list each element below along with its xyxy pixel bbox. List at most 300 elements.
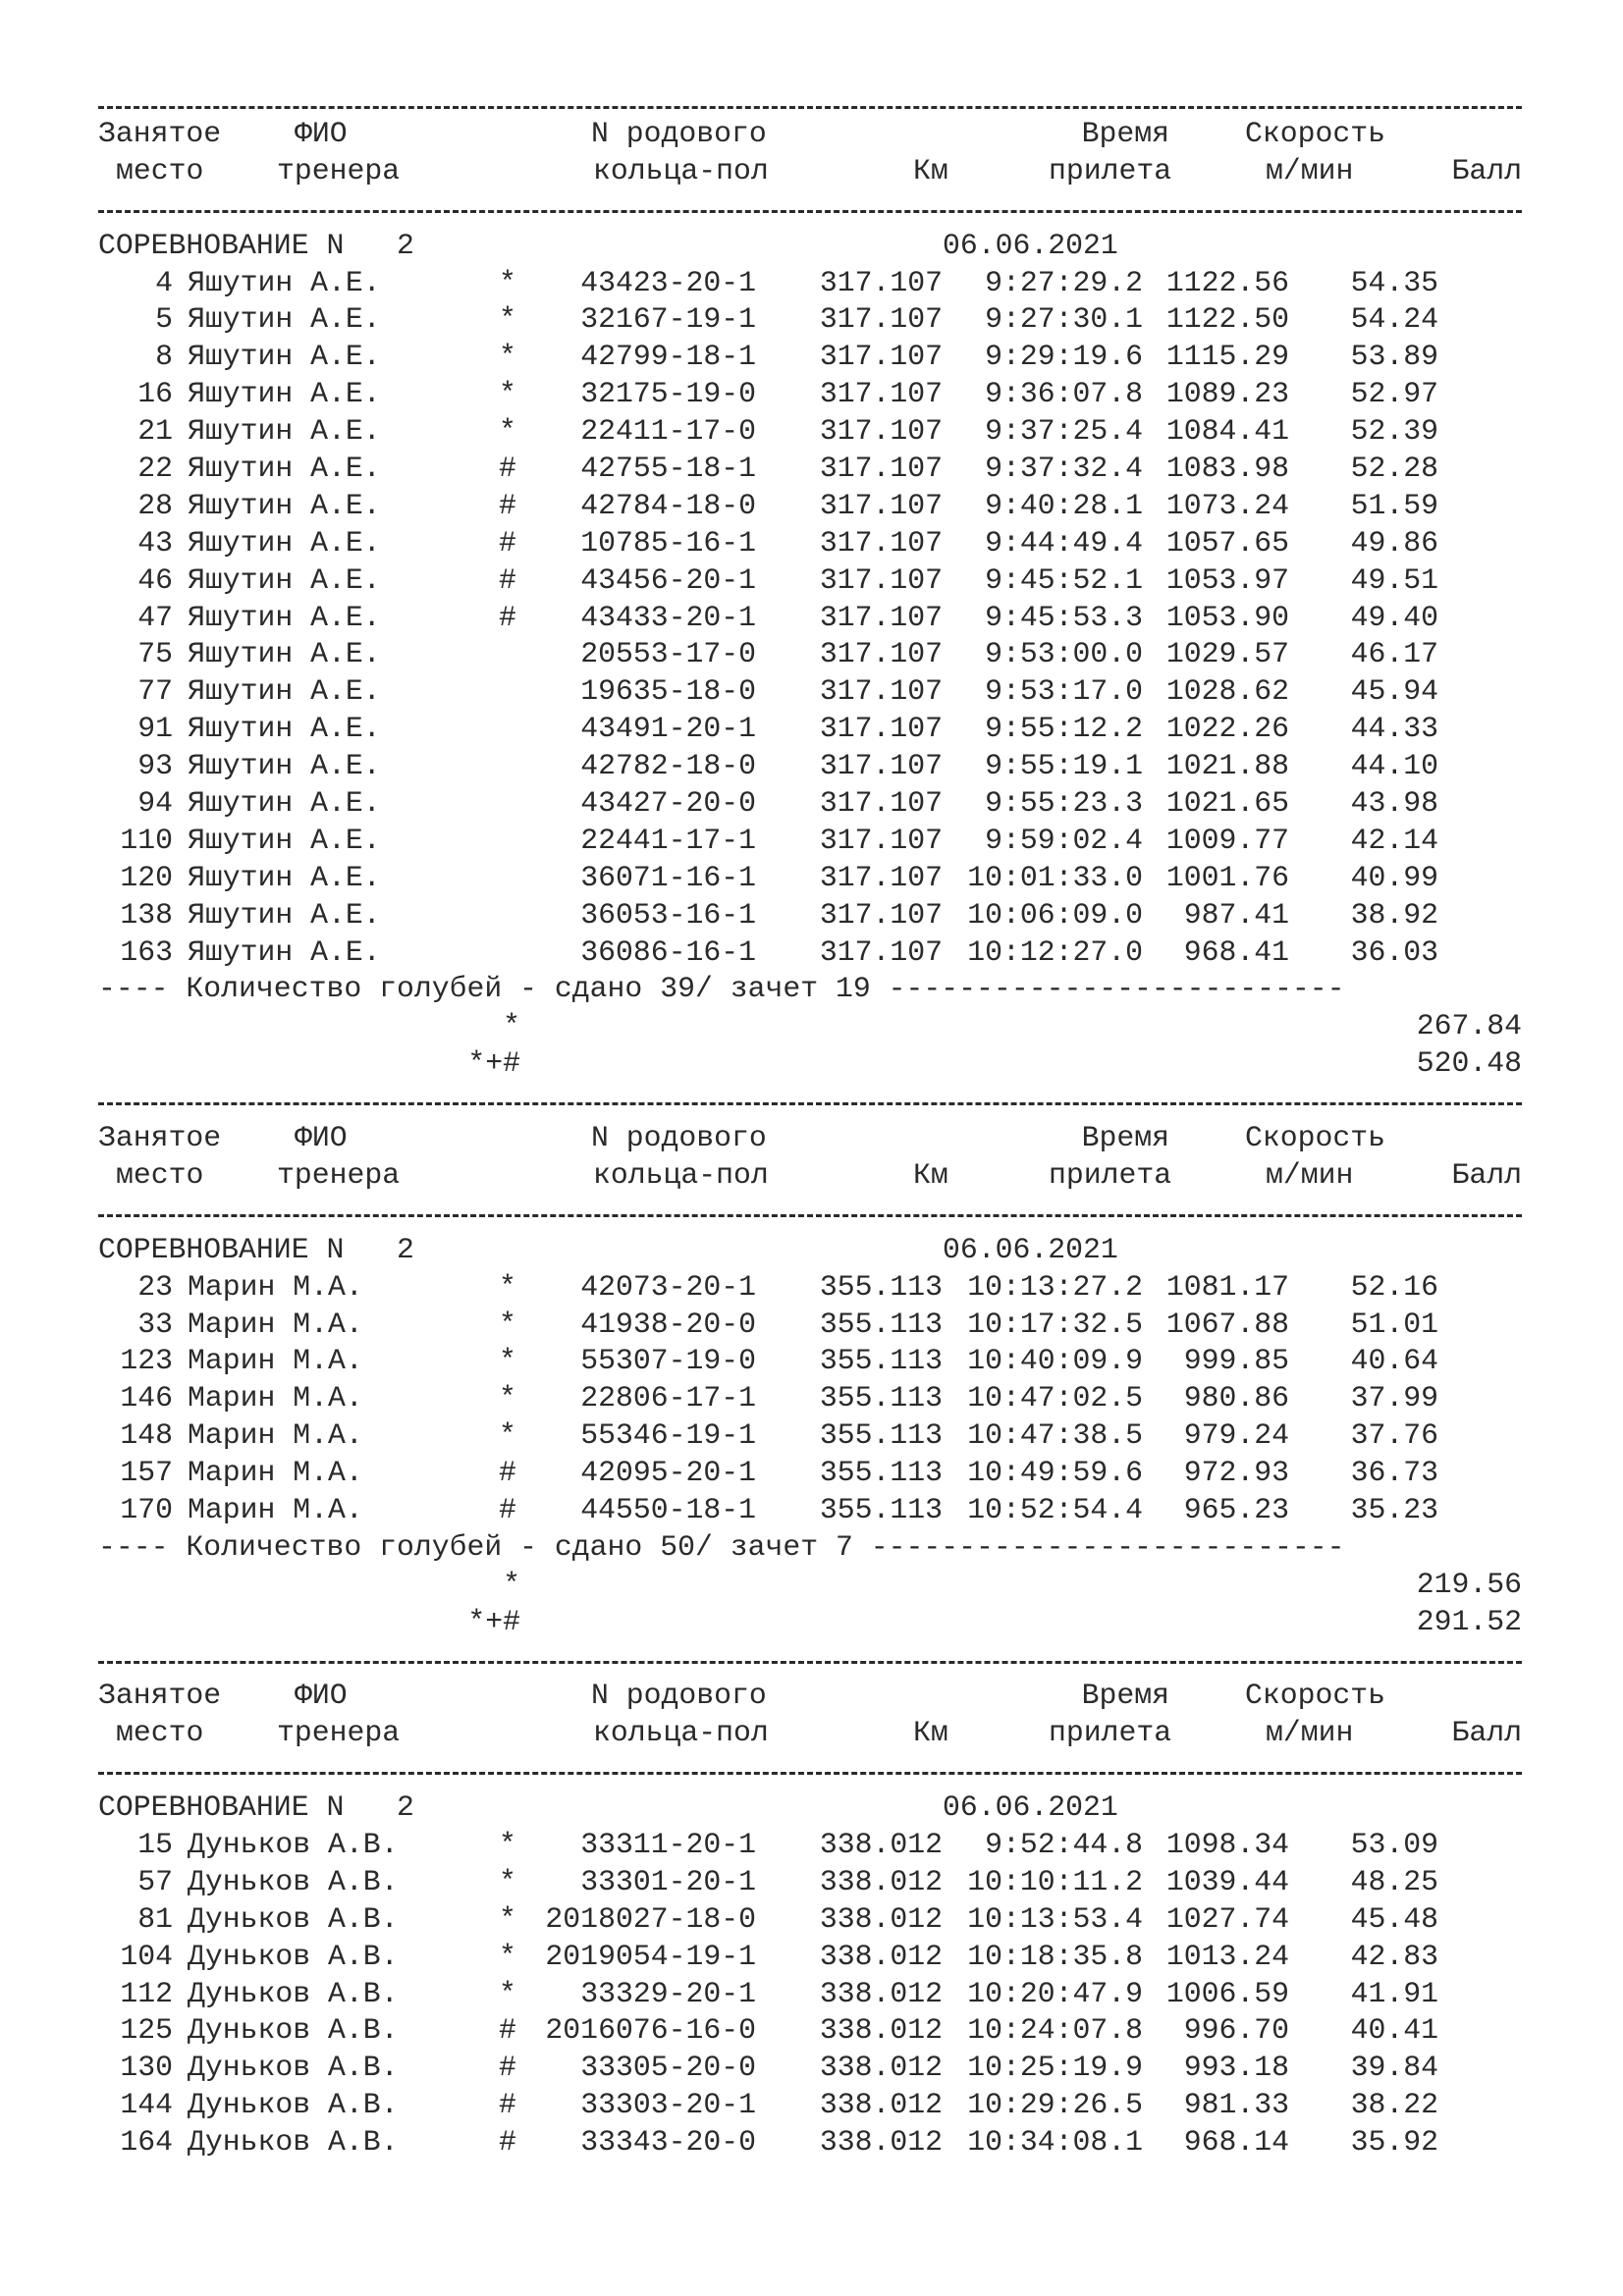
ring-number: 22411-17-0 xyxy=(580,414,756,449)
place: 93 xyxy=(137,749,173,783)
ring-number: 2019054-19-1 xyxy=(545,1939,756,1973)
distance-km: 355.113 xyxy=(819,1307,943,1341)
score: 43.98 xyxy=(1350,786,1438,821)
header-rule xyxy=(98,1195,1522,1232)
col-score-label: Балл xyxy=(1451,153,1522,187)
distance-km: 317.107 xyxy=(819,452,943,486)
ring-number: 36053-16-1 xyxy=(580,897,756,932)
ring-number: 19635-18-0 xyxy=(580,674,756,709)
score: 36.03 xyxy=(1350,934,1438,969)
place: 110 xyxy=(120,823,173,857)
place: 15 xyxy=(137,1827,173,1861)
result-row xyxy=(98,1901,1522,1939)
trainer-name: Яшутин А.Е. xyxy=(188,637,381,671)
col-name-label: ФИО xyxy=(295,117,348,150)
col-place-label: Занятое xyxy=(98,1679,222,1713)
speed: 1006.59 xyxy=(1165,1976,1289,2010)
col-ring-label-2: кольца-пол xyxy=(593,1157,769,1192)
arrival-time: 9:27:30.1 xyxy=(985,302,1143,337)
score: 45.94 xyxy=(1350,674,1438,709)
trainer-name: Марин М.А. xyxy=(188,1269,363,1304)
col-name-label: ФИО xyxy=(295,1121,348,1155)
mark: # xyxy=(499,562,516,597)
arrival-time: 10:13:53.4 xyxy=(967,1901,1143,1936)
result-row xyxy=(98,860,1522,897)
distance-km: 338.012 xyxy=(819,1827,943,1861)
score: 42.14 xyxy=(1350,823,1438,857)
col-place-label: Занятое xyxy=(98,117,222,150)
summary-row xyxy=(98,1567,1522,1604)
ring-number: 43456-20-1 xyxy=(580,562,756,597)
top-rule xyxy=(98,98,1522,116)
place: 43 xyxy=(137,525,173,560)
trainer-name: Яшутин А.Е. xyxy=(188,600,381,634)
distance-km: 317.107 xyxy=(819,823,943,857)
speed: 1021.65 xyxy=(1165,786,1289,821)
place: 123 xyxy=(120,1344,173,1378)
col-name-label-2: тренера xyxy=(277,1716,401,1750)
col-speed-label-2: м/мин xyxy=(1266,1157,1354,1192)
trainer-name: Яшутин А.Е. xyxy=(188,934,381,969)
trainer-name: Яшутин А.Е. xyxy=(188,786,381,821)
arrival-time: 10:20:47.9 xyxy=(967,1976,1143,2010)
mark: # xyxy=(499,2125,516,2160)
score: 35.92 xyxy=(1350,2125,1438,2160)
score: 35.23 xyxy=(1350,1492,1438,1526)
mark: * xyxy=(499,1864,516,1898)
score: 45.48 xyxy=(1350,1901,1438,1936)
place: 125 xyxy=(120,2013,173,2048)
mark: * xyxy=(499,1381,516,1415)
arrival-time: 10:13:27.2 xyxy=(967,1269,1143,1304)
pigeon-count: ---- Количество голубей - сдано 50/ зачет 7 --------------------------- xyxy=(98,1529,1345,1564)
col-time-label: Время xyxy=(1081,117,1169,150)
trainer-name: Яшутин А.Е. xyxy=(188,674,381,709)
place: 5 xyxy=(155,302,173,337)
score: 38.22 xyxy=(1350,2088,1438,2122)
arrival-time: 9:59:02.4 xyxy=(985,823,1143,857)
score: 37.99 xyxy=(1350,1381,1438,1415)
col-time-label-2: прилета xyxy=(1049,1716,1172,1750)
col-speed-label-2: м/мин xyxy=(1266,153,1354,187)
result-row xyxy=(98,897,1522,934)
place: 47 xyxy=(137,600,173,634)
speed: 972.93 xyxy=(1183,1456,1289,1490)
result-row xyxy=(98,1343,1522,1380)
result-row xyxy=(98,1455,1522,1492)
trainer-name: Яшутин А.Е. xyxy=(188,340,381,374)
result-row xyxy=(98,1492,1522,1529)
trainer-name: Яшутин А.Е. xyxy=(188,562,381,597)
result-row xyxy=(98,636,1522,673)
ring-number: 33301-20-1 xyxy=(580,1864,756,1898)
ring-number: 42782-18-0 xyxy=(580,749,756,783)
result-row xyxy=(98,451,1522,488)
trainer-name: Дуньков А.В. xyxy=(188,1827,399,1861)
ring-number: 33329-20-1 xyxy=(580,1976,756,2010)
place: 22 xyxy=(137,452,173,486)
competition-title: СОРЕВНОВАНИЕ N 2 xyxy=(98,1232,414,1266)
col-ring-label-2: кольца-пол xyxy=(593,153,769,187)
distance-km: 338.012 xyxy=(819,2125,943,2160)
distance-km: 355.113 xyxy=(819,1269,943,1304)
score: 52.28 xyxy=(1350,452,1438,486)
result-row xyxy=(98,1417,1522,1455)
ring-number: 22806-17-1 xyxy=(580,1381,756,1415)
summary-row xyxy=(98,1008,1522,1045)
competition-row xyxy=(98,1789,1522,1827)
col-km-label: Км xyxy=(913,153,948,187)
col-time-label-2: прилета xyxy=(1049,1157,1172,1192)
arrival-time: 10:12:27.0 xyxy=(967,934,1143,969)
distance-km: 338.012 xyxy=(819,1864,943,1898)
speed: 1067.88 xyxy=(1165,1307,1289,1341)
trainer-name: Дуньков А.В. xyxy=(188,1864,399,1898)
score: 38.92 xyxy=(1350,897,1438,932)
place: 16 xyxy=(137,377,173,411)
distance-km: 317.107 xyxy=(819,786,943,821)
trainer-name: Яшутин А.Е. xyxy=(188,823,381,857)
arrival-time: 10:01:33.0 xyxy=(967,860,1143,894)
ring-number: 43433-20-1 xyxy=(580,600,756,634)
speed: 999.85 xyxy=(1183,1344,1289,1378)
result-row xyxy=(98,525,1522,562)
speed: 1013.24 xyxy=(1165,1939,1289,1973)
competition-date: 06.06.2021 xyxy=(943,228,1118,262)
ring-number: 33311-20-1 xyxy=(580,1827,756,1861)
distance-km: 317.107 xyxy=(819,525,943,560)
column-header-row-2 xyxy=(98,1715,1522,1752)
place: 104 xyxy=(120,1939,173,1973)
trainer-name: Яшутин А.Е. xyxy=(188,897,381,932)
mark: * xyxy=(499,1269,516,1304)
speed: 1039.44 xyxy=(1165,1864,1289,1898)
distance-km: 338.012 xyxy=(819,1976,943,2010)
summary-value: 267.84 xyxy=(1416,1009,1522,1043)
arrival-time: 10:49:59.6 xyxy=(967,1456,1143,1490)
score: 36.73 xyxy=(1350,1456,1438,1490)
result-row xyxy=(98,934,1522,972)
score: 51.01 xyxy=(1350,1307,1438,1341)
col-speed-label: Скорость xyxy=(1245,117,1386,150)
arrival-time: 10:25:19.9 xyxy=(967,2051,1143,2085)
result-row xyxy=(98,1307,1522,1344)
place: 81 xyxy=(137,1901,173,1936)
col-speed-label: Скорость xyxy=(1245,1679,1386,1713)
score: 46.17 xyxy=(1350,637,1438,671)
arrival-time: 9:40:28.1 xyxy=(985,488,1143,522)
speed: 996.70 xyxy=(1183,2013,1289,2048)
arrival-time: 10:47:02.5 xyxy=(967,1381,1143,1415)
arrival-time: 10:17:32.5 xyxy=(967,1307,1143,1341)
speed: 981.33 xyxy=(1183,2088,1289,2122)
col-score-label: Балл xyxy=(1451,1157,1522,1192)
speed: 980.86 xyxy=(1183,1381,1289,1415)
trainer-name: Марин М.А. xyxy=(188,1492,363,1526)
trainer-name: Марин М.А. xyxy=(188,1381,363,1415)
distance-km: 338.012 xyxy=(819,2051,943,2085)
arrival-time: 9:44:49.4 xyxy=(985,525,1143,560)
place: 46 xyxy=(137,562,173,597)
arrival-time: 9:53:17.0 xyxy=(985,674,1143,709)
speed: 1053.97 xyxy=(1165,562,1289,597)
competition-row xyxy=(98,1232,1522,1269)
col-ring-label: N родового xyxy=(591,1121,767,1155)
section-rule xyxy=(98,1083,1522,1120)
col-time-label: Время xyxy=(1081,1679,1169,1713)
ring-number: 44550-18-1 xyxy=(580,1492,756,1526)
speed: 979.24 xyxy=(1183,1418,1289,1453)
arrival-time: 9:52:44.8 xyxy=(985,1827,1143,1861)
column-header-row-1 xyxy=(98,1678,1522,1715)
ring-number: 33303-20-1 xyxy=(580,2088,756,2122)
arrival-time: 9:53:00.0 xyxy=(985,637,1143,671)
results-document xyxy=(98,98,1522,2162)
place: 33 xyxy=(137,1307,173,1341)
col-time-label-2: прилета xyxy=(1049,153,1172,187)
trainer-name: Марин М.А. xyxy=(188,1307,363,1341)
summary-value: 520.48 xyxy=(1416,1046,1522,1081)
mark: # xyxy=(499,488,516,522)
speed: 968.14 xyxy=(1183,2125,1289,2160)
ring-number: 42073-20-1 xyxy=(580,1269,756,1304)
arrival-time: 10:34:08.1 xyxy=(967,2125,1143,2160)
trainer-name: Дуньков А.В. xyxy=(188,2013,399,2048)
arrival-time: 9:37:25.4 xyxy=(985,414,1143,449)
column-header-row-2 xyxy=(98,1157,1522,1195)
ring-number: 10785-16-1 xyxy=(580,525,756,560)
distance-km: 355.113 xyxy=(819,1344,943,1378)
speed: 1029.57 xyxy=(1165,637,1289,671)
trainer-name: Яшутин А.Е. xyxy=(188,860,381,894)
ring-number: 33305-20-0 xyxy=(580,2051,756,2085)
ring-number: 55307-19-0 xyxy=(580,1344,756,1378)
ring-number: 33343-20-0 xyxy=(580,2125,756,2160)
result-row xyxy=(98,2124,1522,2162)
distance-km: 355.113 xyxy=(819,1381,943,1415)
result-row xyxy=(98,2012,1522,2050)
speed: 1122.50 xyxy=(1165,302,1289,337)
summary-row xyxy=(98,1045,1522,1083)
ring-number: 32167-19-1 xyxy=(580,302,756,337)
pigeon-count: ---- Количество голубей - сдано 39/ зачет 19 -------------------------- xyxy=(98,972,1345,1006)
arrival-time: 10:10:11.2 xyxy=(967,1864,1143,1898)
score: 40.64 xyxy=(1350,1344,1438,1378)
mark: * xyxy=(499,1418,516,1453)
summary-label: * xyxy=(503,1567,520,1601)
mark: * xyxy=(499,377,516,411)
ring-number: 55346-19-1 xyxy=(580,1418,756,1453)
score: 49.40 xyxy=(1350,600,1438,634)
ring-number: 43491-20-1 xyxy=(580,712,756,746)
speed: 1057.65 xyxy=(1165,525,1289,560)
distance-km: 317.107 xyxy=(819,265,943,299)
pigeon-count-line xyxy=(98,1529,1522,1567)
place: 138 xyxy=(120,897,173,932)
speed: 1001.76 xyxy=(1165,860,1289,894)
arrival-time: 9:29:19.6 xyxy=(985,340,1143,374)
place: 170 xyxy=(120,1492,173,1526)
speed: 1115.29 xyxy=(1165,340,1289,374)
place: 23 xyxy=(137,1269,173,1304)
competition-title: СОРЕВНОВАНИЕ N 2 xyxy=(98,228,414,262)
distance-km: 317.107 xyxy=(819,562,943,597)
trainer-name: Марин М.А. xyxy=(188,1456,363,1490)
trainer-name: Дуньков А.В. xyxy=(188,2125,399,2160)
ring-number: 43427-20-0 xyxy=(580,786,756,821)
score: 53.89 xyxy=(1350,340,1438,374)
score: 49.86 xyxy=(1350,525,1438,560)
speed: 1081.17 xyxy=(1165,1269,1289,1304)
speed: 1022.26 xyxy=(1165,712,1289,746)
ring-number: 36086-16-1 xyxy=(580,934,756,969)
place: 21 xyxy=(137,414,173,449)
arrival-time: 9:45:53.3 xyxy=(985,600,1143,634)
place: 94 xyxy=(137,786,173,821)
trainer-name: Марин М.А. xyxy=(188,1344,363,1378)
mark: # xyxy=(499,2088,516,2122)
mark: # xyxy=(499,1456,516,1490)
trainer-name: Яшутин А.Е. xyxy=(188,488,381,522)
distance-km: 338.012 xyxy=(819,1901,943,1936)
distance-km: 317.107 xyxy=(819,377,943,411)
ring-number: 36071-16-1 xyxy=(580,860,756,894)
arrival-time: 10:40:09.9 xyxy=(967,1344,1143,1378)
ring-number: 2018027-18-0 xyxy=(545,1901,756,1936)
trainer-name: Дуньков А.В. xyxy=(188,1939,399,1973)
score: 48.25 xyxy=(1350,1864,1438,1898)
arrival-time: 9:45:52.1 xyxy=(985,562,1143,597)
mark: * xyxy=(499,1976,516,2010)
result-row xyxy=(98,1939,1522,1976)
distance-km: 317.107 xyxy=(819,749,943,783)
col-name-label: ФИО xyxy=(295,1679,348,1713)
score: 37.76 xyxy=(1350,1418,1438,1453)
trainer-name: Яшутин А.Е. xyxy=(188,749,381,783)
place: 91 xyxy=(137,712,173,746)
col-speed-label: Скорость xyxy=(1245,1121,1386,1155)
distance-km: 317.107 xyxy=(819,600,943,634)
result-row xyxy=(98,339,1522,376)
header-rule xyxy=(98,190,1522,228)
score: 54.35 xyxy=(1350,265,1438,299)
competition-row xyxy=(98,228,1522,265)
ring-number: 22441-17-1 xyxy=(580,823,756,857)
distance-km: 355.113 xyxy=(819,1456,943,1490)
arrival-time: 9:27:29.2 xyxy=(985,265,1143,299)
mark: # xyxy=(499,1492,516,1526)
distance-km: 338.012 xyxy=(819,2088,943,2122)
mark: * xyxy=(499,302,516,337)
place: 144 xyxy=(120,2088,173,2122)
trainer-name: Дуньков А.В. xyxy=(188,1901,399,1936)
ring-number: 42799-18-1 xyxy=(580,340,756,374)
place: 157 xyxy=(120,1456,173,1490)
competition-title: СОРЕВНОВАНИЕ N 2 xyxy=(98,1790,414,1825)
mark: # xyxy=(499,2051,516,2085)
column-header-row-2 xyxy=(98,153,1522,190)
score: 42.83 xyxy=(1350,1939,1438,1973)
result-row xyxy=(98,748,1522,785)
speed: 965.23 xyxy=(1183,1492,1289,1526)
summary-value: 219.56 xyxy=(1416,1567,1522,1601)
score: 52.97 xyxy=(1350,377,1438,411)
pigeon-count-line xyxy=(98,971,1522,1008)
arrival-time: 10:52:54.4 xyxy=(967,1492,1143,1526)
competition-date: 06.06.2021 xyxy=(943,1232,1118,1266)
arrival-time: 10:29:26.5 xyxy=(967,2088,1143,2122)
mark: * xyxy=(499,1939,516,1973)
trainer-name: Яшутин А.Е. xyxy=(188,452,381,486)
speed: 1089.23 xyxy=(1165,377,1289,411)
speed: 993.18 xyxy=(1183,2051,1289,2085)
score: 44.10 xyxy=(1350,749,1438,783)
speed: 1009.77 xyxy=(1165,823,1289,857)
mark: # xyxy=(499,600,516,634)
speed: 968.41 xyxy=(1183,934,1289,969)
section-rule xyxy=(98,1641,1522,1679)
summary-value: 291.52 xyxy=(1416,1604,1522,1638)
score: 51.59 xyxy=(1350,488,1438,522)
arrival-time: 10:24:07.8 xyxy=(967,2013,1143,2048)
score: 40.41 xyxy=(1350,2013,1438,2048)
speed: 1073.24 xyxy=(1165,488,1289,522)
distance-km: 317.107 xyxy=(819,340,943,374)
arrival-time: 9:55:19.1 xyxy=(985,749,1143,783)
result-row xyxy=(98,562,1522,600)
col-name-label-2: тренера xyxy=(277,153,401,187)
score: 41.91 xyxy=(1350,1976,1438,2010)
competition-date: 06.06.2021 xyxy=(943,1790,1118,1825)
arrival-time: 10:47:38.5 xyxy=(967,1418,1143,1453)
trainer-name: Дуньков А.В. xyxy=(188,2088,399,2122)
score: 40.99 xyxy=(1350,860,1438,894)
mark: # xyxy=(499,2013,516,2048)
score: 52.39 xyxy=(1350,414,1438,449)
ring-number: 43423-20-1 xyxy=(580,265,756,299)
distance-km: 317.107 xyxy=(819,934,943,969)
result-row xyxy=(98,711,1522,748)
arrival-time: 9:37:32.4 xyxy=(985,452,1143,486)
place: 146 xyxy=(120,1381,173,1415)
speed: 1083.98 xyxy=(1165,452,1289,486)
result-row xyxy=(98,1864,1522,1901)
result-row xyxy=(98,301,1522,339)
distance-km: 355.113 xyxy=(819,1418,943,1453)
distance-km: 317.107 xyxy=(819,860,943,894)
score: 49.51 xyxy=(1350,562,1438,597)
speed: 1027.74 xyxy=(1165,1901,1289,1936)
score: 39.84 xyxy=(1350,2051,1438,2085)
col-place-label-2: место xyxy=(116,1716,204,1750)
result-row xyxy=(98,265,1522,302)
result-row xyxy=(98,823,1522,860)
col-time-label: Время xyxy=(1081,1121,1169,1155)
col-ring-label-2: кольца-пол xyxy=(593,1716,769,1750)
mark: * xyxy=(499,1901,516,1936)
distance-km: 317.107 xyxy=(819,302,943,337)
col-speed-label-2: м/мин xyxy=(1266,1716,1354,1750)
ring-number: 41938-20-0 xyxy=(580,1307,756,1341)
result-row xyxy=(98,413,1522,451)
col-name-label-2: тренера xyxy=(277,1157,401,1192)
result-row xyxy=(98,376,1522,413)
result-row xyxy=(98,1827,1522,1864)
speed: 1084.41 xyxy=(1165,414,1289,449)
summary-label: *+# xyxy=(467,1604,520,1638)
result-row xyxy=(98,1976,1522,2013)
arrival-time: 9:55:12.2 xyxy=(985,712,1143,746)
